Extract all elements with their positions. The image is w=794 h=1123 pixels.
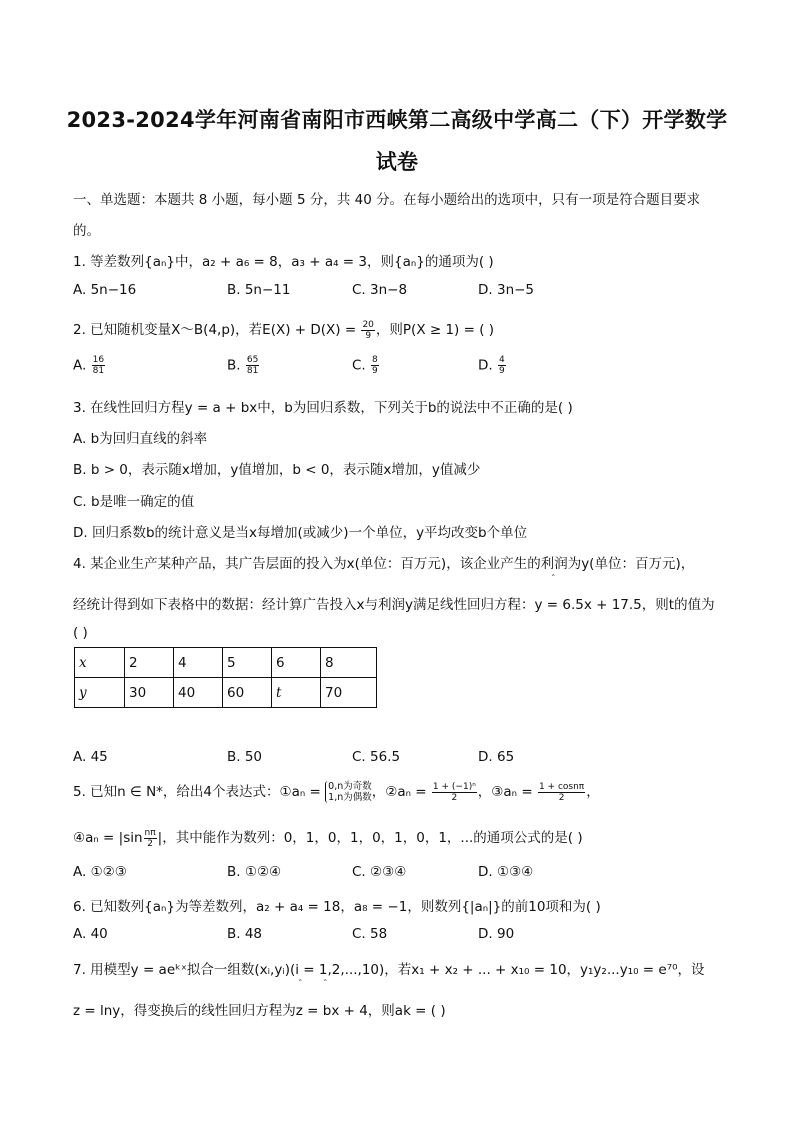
q7-stem-line1: 7. 用模型y = aeᵏˣ拟合一组数(xᵢ,yᵢ)(i = 1,2,...,10)，若x₁ + x₂ + ... + x₁₀ = 10，y₁y₂...y₁₀ = e⁷⁰，设	[73, 962, 705, 978]
q1-stem: 1. 等差数列{aₙ}中，a₂ + a₆ = 8，a₃ + a₄ = 3，则{aₙ}的通项为( )	[73, 254, 494, 270]
table-cell: t	[272, 678, 321, 708]
page-title-line2: 试卷	[375, 150, 419, 174]
q6-stem: 6. 已知数列{aₙ}为等差数列，a₂ + a₄ = 18，a₈ = −1，则数列{|aₙ|}的前10项和为( )	[73, 899, 601, 915]
q2-option-b-num: 65	[246, 355, 259, 365]
q2-fraction	[361, 320, 374, 341]
q5-frac2-den: 2	[451, 792, 458, 803]
q2-option-d-label: D.	[478, 357, 493, 374]
q5-frac3-num: 1 + cosnπ	[538, 781, 585, 792]
q6-option-c: C. 58	[352, 926, 388, 942]
table-cell: 30	[125, 678, 174, 708]
q3-option-b: B. b > 0，表示随x增加，y值增加，b < 0，表示随x增加，y值减少	[73, 462, 481, 478]
q2-option-c	[352, 355, 380, 376]
q3-option-a: A. b为回归直线的斜率	[73, 431, 208, 447]
q4-data-table	[74, 647, 377, 708]
table-cell: 70	[321, 678, 377, 708]
q2-option-a-num: 16	[92, 355, 105, 365]
q2-option-c-label: C.	[352, 357, 366, 374]
q6-option-a: A. 40	[73, 926, 108, 942]
q5-stem-a: 5. 已知n ∈ N*，给出4个表达式：①aₙ =	[73, 784, 321, 800]
q5-line2-pre: ④aₙ = |sin	[73, 830, 143, 846]
q5-brace-top: 0,n为奇数	[328, 781, 372, 792]
q2-option-b	[227, 355, 260, 376]
q2-option-a-label: A.	[73, 357, 87, 374]
q5-brace-bottom: 1,n为偶数	[328, 792, 372, 803]
q4-stem-line3: ( )	[73, 625, 88, 641]
q5-option-d: D. ①③④	[478, 864, 534, 880]
q5-stem-line1	[73, 780, 600, 803]
table-cell: 8	[321, 648, 377, 678]
q5-stem-line2	[73, 826, 583, 849]
section-header-line1: 一、单选题：本题共 8 小题，每小题 5 分，共 40 分。在每小题给出的选项中，只有一项是符合题目要求	[73, 192, 701, 208]
section-header-line2: 的。	[73, 223, 100, 239]
q4-stem-line1: 4. 某企业生产某种产品，其广告层面的投入为x(单位：百万元)，该企业产生的利润为y(单位：百万元)，	[73, 556, 695, 572]
q2-option-a-frac	[92, 355, 105, 376]
table-cell: 6	[272, 648, 321, 678]
q4-option-d: D. 65	[478, 749, 515, 765]
q5-stem-c: ，③aₙ =	[477, 784, 537, 800]
q2-option-a	[73, 355, 106, 376]
q4-option-c: C. 56.5	[352, 749, 401, 765]
q4-option-b: B. 50	[227, 749, 263, 765]
table-row	[75, 678, 377, 708]
q1-option-d: D. 3n−5	[478, 282, 535, 298]
q5-frac4-num: nπ	[144, 827, 156, 838]
q5-frac4-den: 2	[147, 838, 153, 849]
q2-frac-den: 9	[365, 330, 372, 341]
q2-option-c-den: 9	[372, 366, 378, 376]
q5-frac3	[538, 782, 585, 803]
q1-option-b: B. 5n−11	[227, 282, 291, 298]
q2-option-d-num: 4	[498, 355, 505, 365]
hat-mark: ˆ	[298, 980, 303, 990]
q5-option-a: A. ①②③	[73, 864, 127, 880]
table-cell: 60	[223, 678, 272, 708]
q5-frac3-den: 2	[558, 792, 565, 803]
q2-stem-pre: 2. 已知随机变量X～B(4,p)，若E(X) + D(X) =	[73, 322, 361, 338]
q2-option-c-num: 8	[372, 355, 378, 365]
q2-option-b-den: 81	[246, 366, 259, 376]
q7-stem-line2: z = lny，得变换后的线性回归方程为z = bx + 4，则ak = ( )	[73, 1003, 446, 1019]
table-row	[75, 648, 377, 678]
q5-stem-d: ，	[586, 784, 600, 800]
table-cell: 40	[174, 678, 223, 708]
q1-option-c: C. 3n−8	[352, 282, 408, 298]
q5-option-b: B. ①②④	[227, 864, 282, 880]
q2-option-b-label: B.	[227, 357, 241, 374]
q2-option-b-frac	[246, 355, 259, 376]
table-cell: 5	[223, 648, 272, 678]
q3-option-d: D. 回归系数b的统计意义是当x每增加(或减少)一个单位，y平均改变b个单位	[73, 525, 528, 541]
page-title-line1: 2023-2024学年河南省南阳市西峡第二高级中学高二（下）开学数学	[66, 108, 728, 132]
q2-option-a-den: 81	[92, 366, 105, 376]
q2-frac-num: 20	[362, 319, 374, 330]
table-cell: x	[75, 648, 125, 678]
q5-piecewise-brace	[325, 781, 372, 803]
q1-option-a: A. 5n−16	[73, 282, 137, 298]
table-cell: 2	[125, 648, 174, 678]
table-cell: 4	[174, 648, 223, 678]
q2-option-d	[478, 355, 507, 376]
q6-option-d: D. 90	[478, 926, 515, 942]
q3-stem: 3. 在线性回归方程y = a + bx中，b为回归系数，下列关于b的说法中不正确的是( )	[73, 400, 573, 416]
q4-stem-line2: 经统计得到如下表格中的数据：经计算广告投入x与利润y满足线性回归方程：y = 6.5x + 17.5，则t的值为	[73, 597, 715, 613]
q3-option-c: C. b是唯一确定的值	[73, 494, 195, 510]
q2-stem	[73, 318, 494, 341]
q5-frac2-num: 1 + (−1)ⁿ	[432, 781, 476, 792]
q2-option-d-frac	[498, 355, 506, 376]
q5-frac4	[144, 828, 157, 849]
hat-mark: ˆ	[323, 980, 328, 990]
q5-option-c: C. ②③④	[352, 864, 407, 880]
q5-frac2	[432, 782, 477, 803]
q2-option-d-den: 9	[498, 366, 505, 376]
q5-line2-post: |，其中能作为数列：0，1，0，1，0，1，0，1，...的通项公式的是( )	[157, 830, 583, 846]
q2-stem-post: ，则P(X ≥ 1) = ( )	[375, 322, 495, 338]
q6-option-b: B. 48	[227, 926, 263, 942]
q2-option-c-frac	[371, 355, 379, 376]
q5-stem-b: ，②aₙ =	[371, 784, 431, 800]
q4-option-a: A. 45	[73, 749, 108, 765]
table-cell: y	[75, 678, 125, 708]
hat-mark: ˆ	[551, 575, 556, 585]
